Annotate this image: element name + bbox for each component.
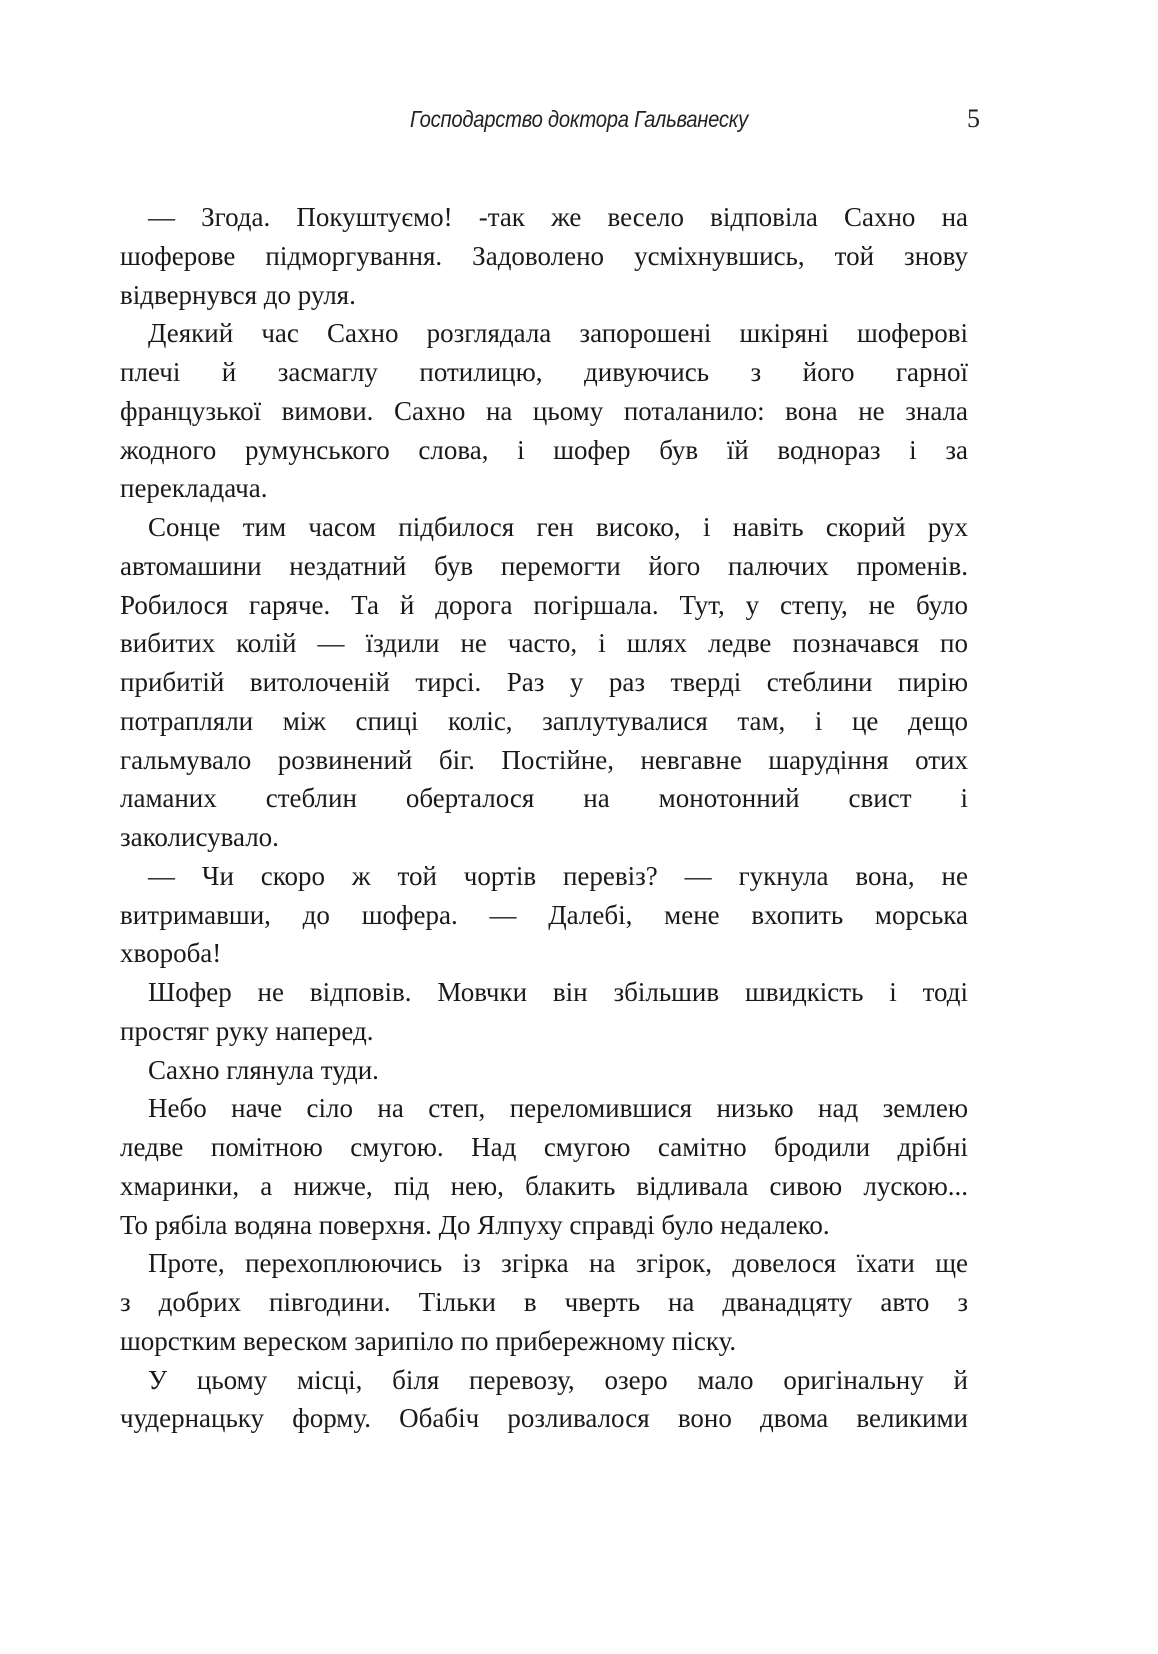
text-line: Небо наче сіло на степ, переломившися низько над землею	[148, 1093, 968, 1124]
text-line: потрапляли між спиці коліс, заплутувалися там, і це дещо	[120, 705, 968, 736]
text-line: — Чи скоро ж той чортів перевіз? — гукнула вона, не	[148, 860, 968, 891]
text-line: хмаринки, а нижче, під нею, блакить відливала сивою лускою...	[120, 1170, 968, 1201]
text-line: плечі й засмаглу потилицю, дивуючись з його гарної	[120, 357, 968, 387]
text-line: відвернувся до руля.	[120, 279, 356, 310]
text-line: У цьому місці, біля перевозу, озеро мало оригінальну й	[148, 1364, 968, 1395]
text-line: хвороба!	[120, 938, 222, 969]
text-line: Деякий час Сахно розглядала запорошені шкіряні шоферові	[148, 318, 968, 349]
running-title: Господарство доктора Гальванеску	[410, 106, 748, 132]
text-line: То рябіла водяна поверхня. До Ялпуху справді було недалеко.	[120, 1209, 830, 1240]
text-line: чудернацьку форму. Обабіч розливалося воно двома великими	[120, 1403, 968, 1434]
text-line: Робилося гаряче. Та й дорога погіршала. Тут, у степу, не було	[120, 589, 968, 620]
text-line: простяг руку наперед.	[120, 1015, 374, 1046]
text-line: Сахно глянула туди.	[148, 1054, 379, 1085]
text-line: Сонце тим часом підбилося ген високо, і навіть скорий рух	[148, 512, 968, 542]
text-line: з добрих півгодини. Тільки в чверть на дванадцяту авто з	[120, 1287, 968, 1317]
text-line: прибитій витолоченій тирсі. Раз у раз тверді стеблини пирію	[120, 667, 968, 697]
page-number: 5	[967, 104, 980, 133]
text-line: ледве помітною смугою. Над смугою самітно бродили дрібні	[120, 1132, 968, 1162]
text-line: шорстким вереском зарипіло по прибережному піску.	[120, 1325, 737, 1356]
text-line: заколисувало.	[120, 822, 279, 852]
text-line: ламаних стеблин оберталося на монотонний свист і	[120, 783, 968, 814]
text-line: вибитих колій — їздили не часто, і шлях ледве позначався по	[120, 628, 968, 659]
text-line: — Згода. Покуштуємо! -так же весело відповіла Сахно на	[148, 202, 968, 232]
text-line: французької вимови. Сахно на цьому поталанило: вона не знала	[120, 395, 968, 426]
text-line: гальмувало розвинений біг. Постійне, невгавне шарудіння отих	[120, 744, 968, 775]
text-line: Проте, перехоплюючись із згірка на згірок, довелося їхати ще	[148, 1248, 968, 1279]
text-line: Шофер не відповів. Мовчки він збільшив швидкість і тоді	[148, 977, 968, 1007]
text-line: шоферове підморгування. Задоволено усміхнувшись, той знову	[120, 240, 968, 271]
text-line: витримавши, до шофера. — Далебі, мене вхопить морська	[120, 899, 968, 930]
body-text	[120, 198, 968, 1438]
text-line: жодного румунського слова, і шофер був їй воднораз і за	[120, 434, 968, 465]
text-line: автомашини нездатний був перемогти його палючих променів.	[120, 550, 968, 581]
text-line: перекладача.	[120, 473, 268, 504]
